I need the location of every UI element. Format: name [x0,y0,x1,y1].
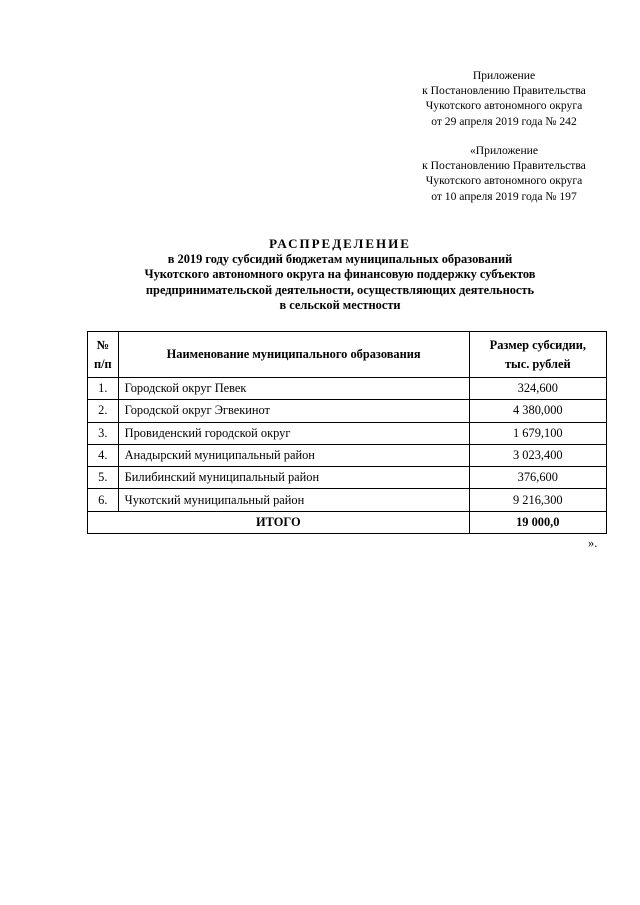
title-line: Чукотского автономного округа на финансовую поддержку субъектов [144,267,536,282]
header-amount-line: Размер субсидии, [489,337,586,352]
row-amount: 4 380,000 [469,400,606,422]
row-name: Билибинский муниципальный район [118,467,469,489]
row-amount: 9 216,300 [469,489,606,511]
row-num: 5. [88,467,119,489]
appendix-current-line: от 29 апреля 2019 года № 242 [431,114,577,128]
table-row [88,467,607,489]
appendix-previous-line: Чукотского автономного округа [425,174,583,188]
appendix-previous-line: к Постановлению Правительства [422,159,586,173]
appendix-current [386,68,622,129]
appendix-current-line: Приложение [472,69,536,82]
header-num [88,332,119,378]
row-amount: 3 023,400 [469,444,606,466]
appendix-previous-line: от 10 апреля 2019 года № 197 [431,189,577,203]
header-num-line: № [96,337,110,352]
closing-quote-mark: ». [588,536,598,550]
table-row [88,422,607,444]
appendix-current-line: к Постановлению Правительства [422,84,586,98]
row-num: 1. [88,378,119,400]
title-line: в 2019 году субсидий бюджетам муниципальных образований [167,251,513,266]
table-row [88,444,607,466]
document-title [40,236,640,314]
row-amount: 376,600 [469,467,606,489]
table-header-row [88,332,607,378]
title-heading: РАСПРЕДЕЛЕНИЕ [269,236,411,251]
row-name: Городской округ Эгвекинот [118,400,469,422]
appendix-current-line: Чукотского автономного округа [425,99,583,113]
table-row [88,489,607,511]
table-row [88,378,607,400]
header-name: Наименование муниципального образования [118,332,469,378]
total-label: ИТОГО [88,511,470,533]
row-num: 2. [88,400,119,422]
table-total-row [88,511,607,533]
row-name: Анадырский муниципальный район [118,444,469,466]
row-amount: 1 679,100 [469,422,606,444]
appendix-previous-line: «Приложение [469,144,539,157]
row-name: Провиденский городской округ [118,422,469,444]
row-amount: 324,600 [469,378,606,400]
row-num: 6. [88,489,119,511]
row-name: Чукотский муниципальный район [118,489,469,511]
total-amount: 19 000,0 [469,511,606,533]
title-line: в сельской местности [279,298,401,313]
title-line: предпринимательской деятельности, осуществляющих деятельность [145,282,535,297]
table-row [88,400,607,422]
distribution-table [87,331,607,534]
row-name: Городской округ Певек [118,378,469,400]
header-num-line: п/п [93,356,112,371]
row-num: 3. [88,422,119,444]
header-amount-line: тыс. рублей [504,356,571,371]
row-num: 4. [88,444,119,466]
appendix-previous [386,143,622,204]
header-amount [469,332,606,378]
